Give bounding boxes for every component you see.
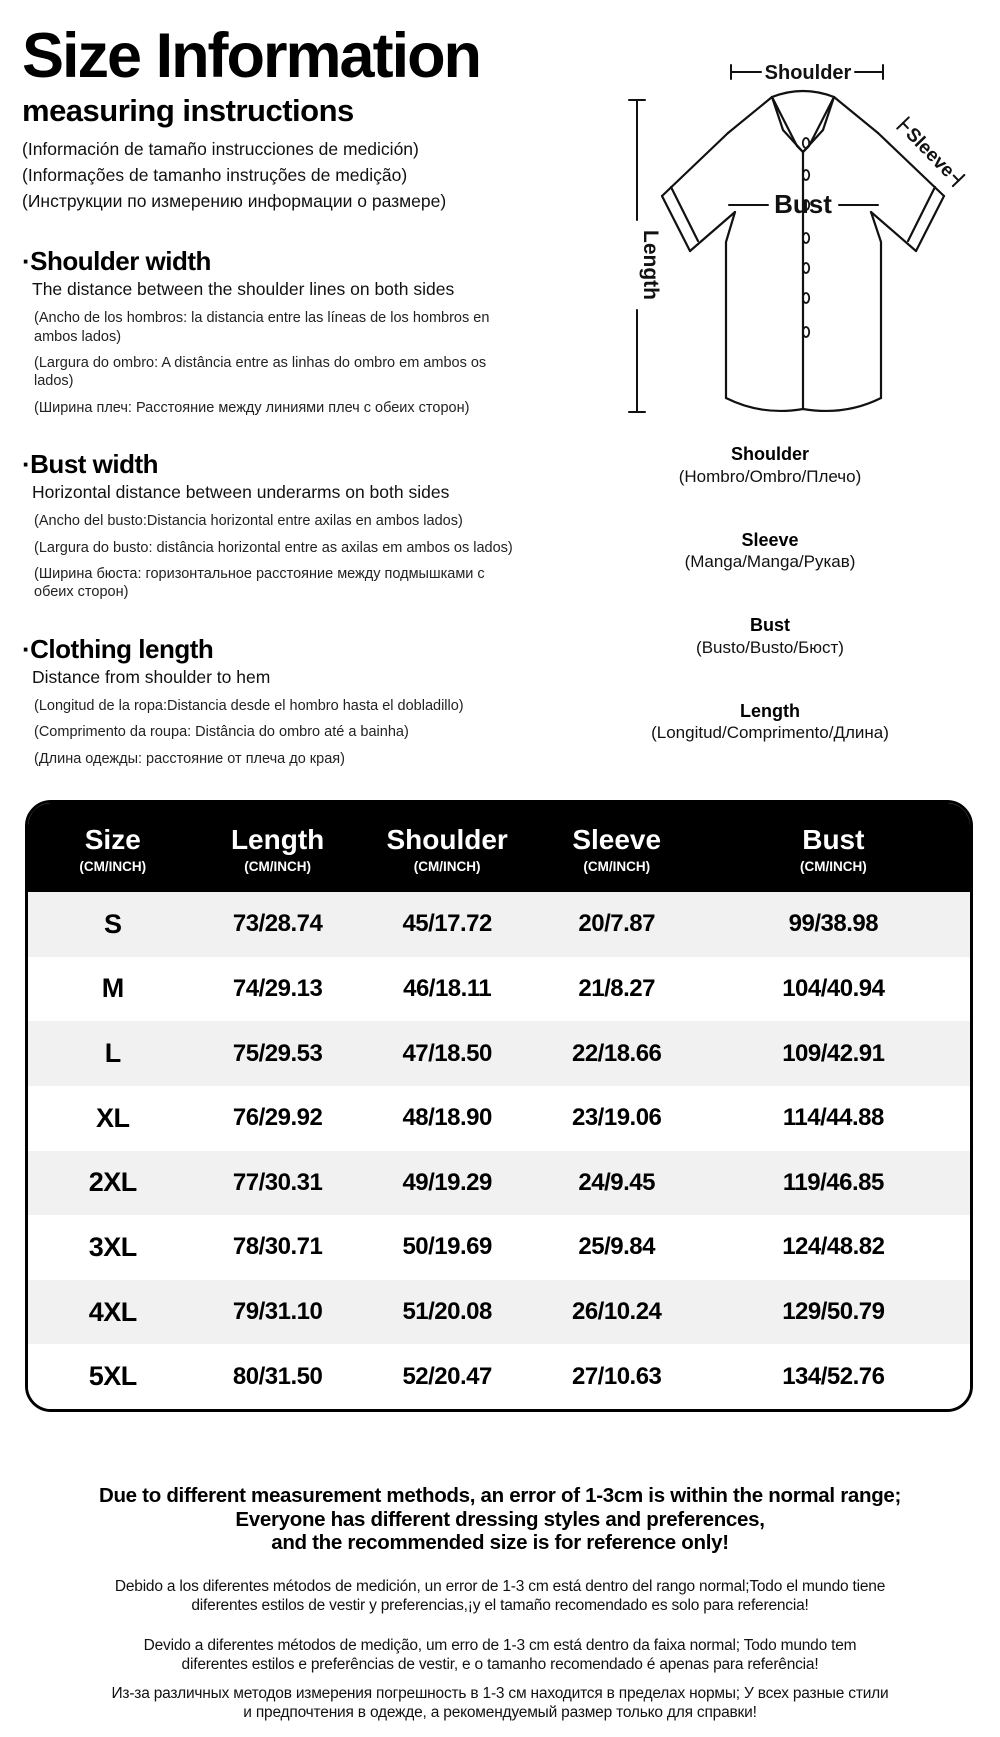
bust-cell: 134/52.76 [782,1362,885,1390]
disclaimer-line: and the recommended size is for reference only! [271,1531,729,1555]
length-cell: 73/28.74 [232,910,323,938]
column-label: Shoulder [386,824,508,856]
legend-bust [540,615,1000,660]
length-cell: 74/29.13 [232,974,323,1002]
section-clothing-length [22,635,522,768]
disclaimer-line: diferentes estilos de vestir y preferencias,¡y el tamaño recomendado es solo para referencia! [191,1597,809,1615]
sleeve-cell: 25/9.84 [578,1233,655,1261]
disclaimer-line: Due to different measurement methods, an error of 1-3cm is within the normal range; [98,1484,902,1507]
measuring-instructions-column [22,21,522,768]
shoulder-cell: 50/19.69 [402,1233,492,1261]
translation-pt: (Largura do ombro: A distância entre as linhas do ombro em ambos os lados) [34,355,487,390]
length-cell: 78/30.71 [232,1233,323,1261]
sleeve-cell: 22/18.66 [571,1039,662,1067]
column-unit: (CM/INCH) [413,858,481,874]
translation-pt: (Comprimento da roupa: Distância do ombro até a bainha) [34,724,409,741]
shoulder-measure-line [731,62,883,84]
column-header-length [198,803,358,892]
table-header-row [28,803,970,892]
table-row-2xl [28,1151,970,1216]
column-label: Bust [802,824,865,856]
disclaimer-line: diferentes estilos e preferências de vestir, e o tamanho recomendado é apenas para referência! [181,1656,819,1674]
table-row-3xl [28,1215,970,1280]
column-header-shoulder [358,803,537,892]
length-cell: 75/29.53 [232,1039,323,1067]
subtitle-translation-pt: (Informações de tamanho instruções de medição) [22,164,408,185]
bust-cell: 104/40.94 [782,974,885,1002]
bust-measure-line [729,189,878,219]
translation-ru: (Ширина плеч: Расстояние между линиями плеч с обеих сторон) [34,399,470,416]
sleeve-measure-label: Sleeve [901,123,959,182]
length-measure-line [629,100,662,412]
disclaimer-line: Devido a diferentes métodos de medição, um erro de 1-3 cm está dentro da faixa normal; Todo mundo tem [143,1637,857,1654]
size-cell: S [104,908,122,939]
section-bust-width [22,450,522,602]
column-unit: (CM/INCH) [583,858,651,874]
translation-es: (Ancho de los hombros: la distancia entre las líneas de los hombros en ambos lados) [34,310,490,345]
legend-title: Sleeve [741,529,799,550]
size-chart-table [25,800,973,1412]
column-label: Sleeve [572,824,662,856]
section-shoulder-width [22,247,522,417]
disclaimer-line: Debido a los diferentes métodos de medición, un error de 1-3 cm está dentro del rango normal;Todo el mundo tiene [114,1578,886,1595]
length-cell: 80/31.50 [232,1362,323,1390]
length-measure-label: Length [639,230,662,300]
legend-translations: (Longitud/Comprimento/Длина) [651,723,889,743]
column-unit: (CM/INCH) [79,858,147,874]
translation-ru: (Длина одежды: расстояние от плеча до края) [34,750,345,767]
table-row-l [28,1021,970,1086]
legend-title: Shoulder [730,444,809,464]
column-header-size [28,803,198,892]
shoulder-cell: 52/20.47 [402,1362,492,1390]
shirt-diagram-column [540,20,1000,786]
bust-measure-label: Bust [774,189,832,219]
disclaimer-portuguese [0,1636,1000,1675]
disclaimer-russian [0,1684,1000,1723]
disclaimer-line: Everyone has different dressing styles and preferences, [235,1507,765,1531]
page-subtitle-translations [22,136,522,215]
translation-es: (Longitud de la ropa:Distancia desde el hombro hasta el dobladillo) [34,697,464,714]
column-header-sleeve [537,803,697,892]
legend-translations: (Busto/Busto/Бюст) [696,637,844,657]
length-cell: 76/29.92 [232,1104,323,1132]
bust-cell: 109/42.91 [782,1039,885,1067]
shoulder-measure-label: Shoulder [764,62,852,84]
shoulder-cell: 48/18.90 [402,1104,492,1132]
legend-sleeve [540,530,1000,575]
subtitle-translation-ru: (Инструкции по измерению информации о размере) [22,191,447,212]
length-cell: 79/31.10 [232,1298,323,1326]
table-body [28,892,970,1409]
shoulder-cell: 51/20.08 [402,1298,492,1326]
table-row-m [28,957,970,1022]
section-translations [22,697,522,768]
section-description: Horizontal distance between underarms on both sides [32,482,450,503]
bust-cell: 114/44.88 [782,1104,884,1132]
size-cell: 5XL [88,1361,137,1392]
table-row-5xl [28,1344,970,1409]
bust-cell: 124/48.82 [782,1233,885,1261]
disclaimer-line: и предпочтения в одежде, а рекомендуемый размер только для справки! [243,1704,757,1722]
section-title: ·Shoulder width [22,246,211,277]
table-row-4xl [28,1280,970,1345]
sleeve-cell: 26/10.24 [571,1298,662,1326]
section-description: The distance between the shoulder lines on both sides [32,279,455,300]
size-cell: XL [96,1102,130,1133]
translation-ru: (Ширина бюста: горизонтальное расстояние между подмышками с обеих сторон) [34,566,485,601]
size-cell: 3XL [88,1231,137,1262]
sleeve-cell: 20/7.87 [578,910,655,938]
disclaimer-english [0,1484,1000,1555]
shoulder-cell: 46/18.11 [403,974,492,1002]
column-label: Size [84,824,141,856]
translation-pt: (Largura do busto: distância horizontal entre as axilas em ambos os lados) [34,539,513,556]
length-cell: 77/30.31 [232,1168,323,1196]
measurement-legend [540,444,1000,745]
shoulder-cell: 45/17.72 [402,910,492,938]
size-cell: L [104,1038,121,1069]
sleeve-cell: 24/9.45 [578,1168,655,1196]
bust-cell: 119/46.85 [782,1168,884,1196]
size-cell: 2XL [88,1167,137,1198]
disclaimer-line: Из-за различных методов измерения погрешность в 1-3 см находится в пределах нормы; У всех разные стили [111,1685,889,1702]
translation-es: (Ancho del busto:Distancia horizontal entre axilas en ambos lados) [34,513,463,530]
table-row-xl [28,1086,970,1151]
subtitle-translation-es: (Información de tamaño instrucciones de medición) [22,138,419,159]
sleeve-cell: 23/19.06 [571,1104,662,1132]
legend-shoulder [540,444,1000,489]
legend-title: Length [740,700,800,721]
legend-translations: (Manga/Manga/Рукав) [684,552,856,572]
sleeve-cell: 21/8.27 [578,974,655,1002]
section-description: Distance from shoulder to hem [32,667,271,687]
bust-cell: 99/38.98 [788,910,879,938]
sleeve-measure-line [894,117,965,189]
bust-cell: 129/50.79 [782,1298,885,1326]
page-subtitle: measuring instructions [22,92,354,128]
shirt-measurement-diagram [540,20,1000,420]
legend-length [540,701,1000,746]
legend-translations: (Hombro/Ombro/Плечо) [678,466,862,486]
size-cell: 4XL [88,1296,137,1327]
section-title: ·Bust width [22,449,159,480]
column-label: Length [230,824,325,856]
disclaimer-spanish [0,1577,1000,1616]
section-title: ·Clothing length [22,633,214,664]
column-unit: (CM/INCH) [244,858,311,874]
section-translations [22,309,522,417]
legend-title: Bust [750,615,790,636]
page-title: Size Information [22,21,481,91]
section-translations [22,512,522,602]
size-cell: M [101,973,124,1004]
shoulder-cell: 47/18.50 [402,1039,492,1067]
column-header-bust [697,803,970,892]
table-row-s [28,892,970,957]
sleeve-cell: 27/10.63 [571,1362,662,1390]
shoulder-cell: 49/19.29 [402,1168,492,1196]
column-unit: (CM/INCH) [799,858,867,874]
